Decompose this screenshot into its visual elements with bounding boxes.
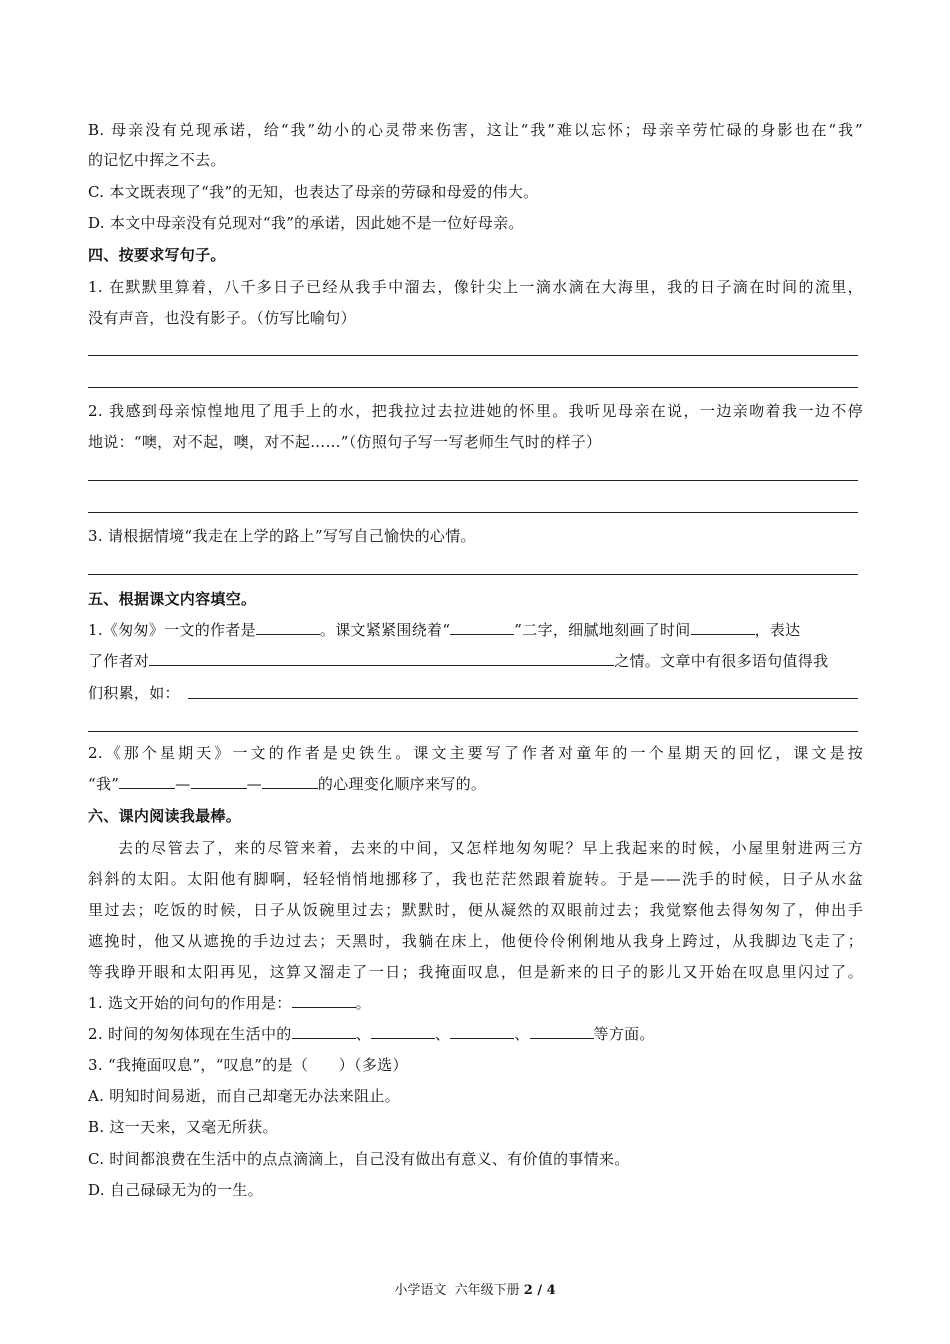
footer-grade: 六年级下册 xyxy=(454,1283,520,1298)
fill-blank[interactable] xyxy=(149,651,614,666)
fill-blank[interactable] xyxy=(191,774,247,789)
passage-line-5: 等我睁开眼和太阳再见，这算又溜走了一日；我掩面叹息，但是新来的日子的影儿又开始在叹息里闪过了。 xyxy=(88,963,863,981)
sec5-q1-text-g: 们积累，如： xyxy=(88,684,180,702)
fill-blank[interactable] xyxy=(691,620,755,635)
page-number-total: 4 xyxy=(546,1283,556,1298)
answer-line xyxy=(88,574,858,575)
fill-blank[interactable] xyxy=(450,1024,514,1039)
sec5-q2-text-b: 的心理变化顺序来写的。 xyxy=(317,775,487,793)
sec6-option-d: D. 自己碌碌无为的一生。 xyxy=(88,1181,263,1199)
sec6-q2 xyxy=(88,1024,863,1044)
section-5-heading: 五、根据课文内容填空。 xyxy=(88,590,257,608)
fill-blank[interactable] xyxy=(450,620,514,635)
passage-line-1: 去的尽管去了，来的尽管来着，去来的中间，又怎样地匆匆呢？早上我起来的时候，小屋里射进两三方 xyxy=(118,839,863,857)
sec5-q1-line-1 xyxy=(88,620,863,640)
sec6-option-a: A. 明知时间易逝，而自己却毫无办法来阻止。 xyxy=(88,1087,400,1105)
passage-line-3: 里过去；吃饭的时候，日子从饭碗里过去；默默时，便从凝然的双眼前过去；我觉察他去得匆匆了，伸出手 xyxy=(88,901,863,919)
fill-blank[interactable] xyxy=(530,1024,594,1039)
sec6-option-b: B. 这一天来，又毫无所获。 xyxy=(88,1118,278,1136)
sec5-q2-dash: — xyxy=(246,775,262,793)
footer-subject: 小学语文 xyxy=(394,1283,447,1298)
sec6-q2-sep: 、 xyxy=(434,1025,451,1043)
page-number-separator: / xyxy=(532,1283,547,1298)
sec4-q2-line-1: 2. 我感到母亲惊惶地甩了甩手上的水，把我拉过去拉进她的怀里。我听见母亲在说，一边亲吻着我一边不停 xyxy=(88,402,863,420)
fill-blank[interactable] xyxy=(292,1024,356,1039)
fill-blank[interactable] xyxy=(262,774,318,789)
option-b-line-1: B. 母亲没有兑现承诺，给“我”幼小的心灵带来伤害，这让“我”难以忘怀；母亲辛劳忙碌的身影也在“我” xyxy=(88,121,863,139)
option-d: D. 本文中母亲没有兑现对“我”的承诺，因此她不是一位好母亲。 xyxy=(88,214,524,232)
sec5-q1-text-e: 了作者对 xyxy=(88,652,150,670)
sec4-q3: 3. 请根据情境“我走在上学的路上”写写自己愉快的心情。 xyxy=(88,527,476,545)
sec5-q1-text-f: 之情。文章中有很多语句值得我 xyxy=(614,652,829,670)
sec6-q2-text-b: 等方面。 xyxy=(593,1025,655,1043)
sec6-q1 xyxy=(88,993,863,1013)
fill-blank[interactable] xyxy=(371,1024,435,1039)
fill-blank[interactable] xyxy=(119,774,175,789)
page-footer xyxy=(0,1282,950,1300)
sec6-q2-text-a: 2. 时间的匆匆体现在生活中的 xyxy=(88,1025,292,1043)
passage-line-2: 斜斜的太阳。太阳他有脚啊，轻轻悄悄地挪移了，我也茫茫然跟着旋转。于是——洗手的时候，日子从水盆 xyxy=(88,870,863,888)
passage-line-4: 遮挽时，他又从遮挽的手边过去；天黑时，我躺在床上，他便伶伶俐俐地从我身上跨过，从我脚边飞走了； xyxy=(88,932,863,950)
sec4-q2-line-2: 地说：“噢，对不起，噢，对不起……”（仿照句子写一写老师生气时的样子） xyxy=(88,433,602,451)
sec5-q2-line-1: 2.《那个星期天》一文的作者是史铁生。课文主要写了作者对童年的一个星期天的回忆，课文是按 xyxy=(88,744,863,762)
option-c: C. 本文既表现了“我”的无知，也表达了母亲的劳碌和母爱的伟大。 xyxy=(88,183,539,201)
section-4-heading: 四、按要求写句子。 xyxy=(88,246,226,264)
answer-line xyxy=(88,731,858,732)
answer-line xyxy=(88,355,858,356)
answer-line xyxy=(88,480,858,481)
sec6-q2-sep: 、 xyxy=(514,1025,530,1043)
fill-blank[interactable] xyxy=(256,620,320,635)
answer-line xyxy=(88,387,858,388)
sec6-option-c: C. 时间都浪费在生活中的点点滴滴上，自己没有做出有意义、有价值的事情来。 xyxy=(88,1150,630,1168)
sec5-q2-text-a: “我” xyxy=(88,775,120,793)
sec5-q1-text-b: 。课文紧紧围绕着“ xyxy=(319,621,451,639)
sec5-q1-text-c: ”二字，细腻地刻画了时间 xyxy=(514,621,691,639)
section-6-heading: 六、课内阅读我最棒。 xyxy=(88,807,242,825)
sec6-q3: 3. “我掩面叹息”，“叹息”的是（ ）（多选） xyxy=(88,1056,408,1074)
sec6-q1-text-a: 1. 选文开始的问句的作用是： xyxy=(88,994,292,1012)
answer-line xyxy=(188,698,858,699)
sec5-q1-line-3 xyxy=(88,683,863,703)
sec5-q2-line-2 xyxy=(88,774,863,794)
sec6-q2-sep: 、 xyxy=(355,1025,371,1043)
sec6-q1-text-b: 。 xyxy=(355,994,371,1012)
fill-blank[interactable] xyxy=(292,993,356,1008)
sec5-q1-text-a: 1.《匆匆》一文的作者是 xyxy=(88,621,256,639)
page-number-current: 2 xyxy=(523,1283,533,1298)
sec5-q1-line-2 xyxy=(88,651,863,671)
sec5-q2-dash: — xyxy=(175,775,191,793)
sec5-q1-text-d: ，表达 xyxy=(754,621,801,639)
sec4-q1-line-1: 1. 在默默里算着，八千多日子已经从我手中溜去，像针尖上一滴水滴在大海里，我的日子滴在时间的流里， xyxy=(88,278,863,296)
option-b-line-2: 的记忆中挥之不去。 xyxy=(88,151,226,169)
sec4-q1-line-2: 没有声音，也没有影子。（仿写比喻句） xyxy=(88,309,356,327)
answer-line xyxy=(88,512,858,513)
